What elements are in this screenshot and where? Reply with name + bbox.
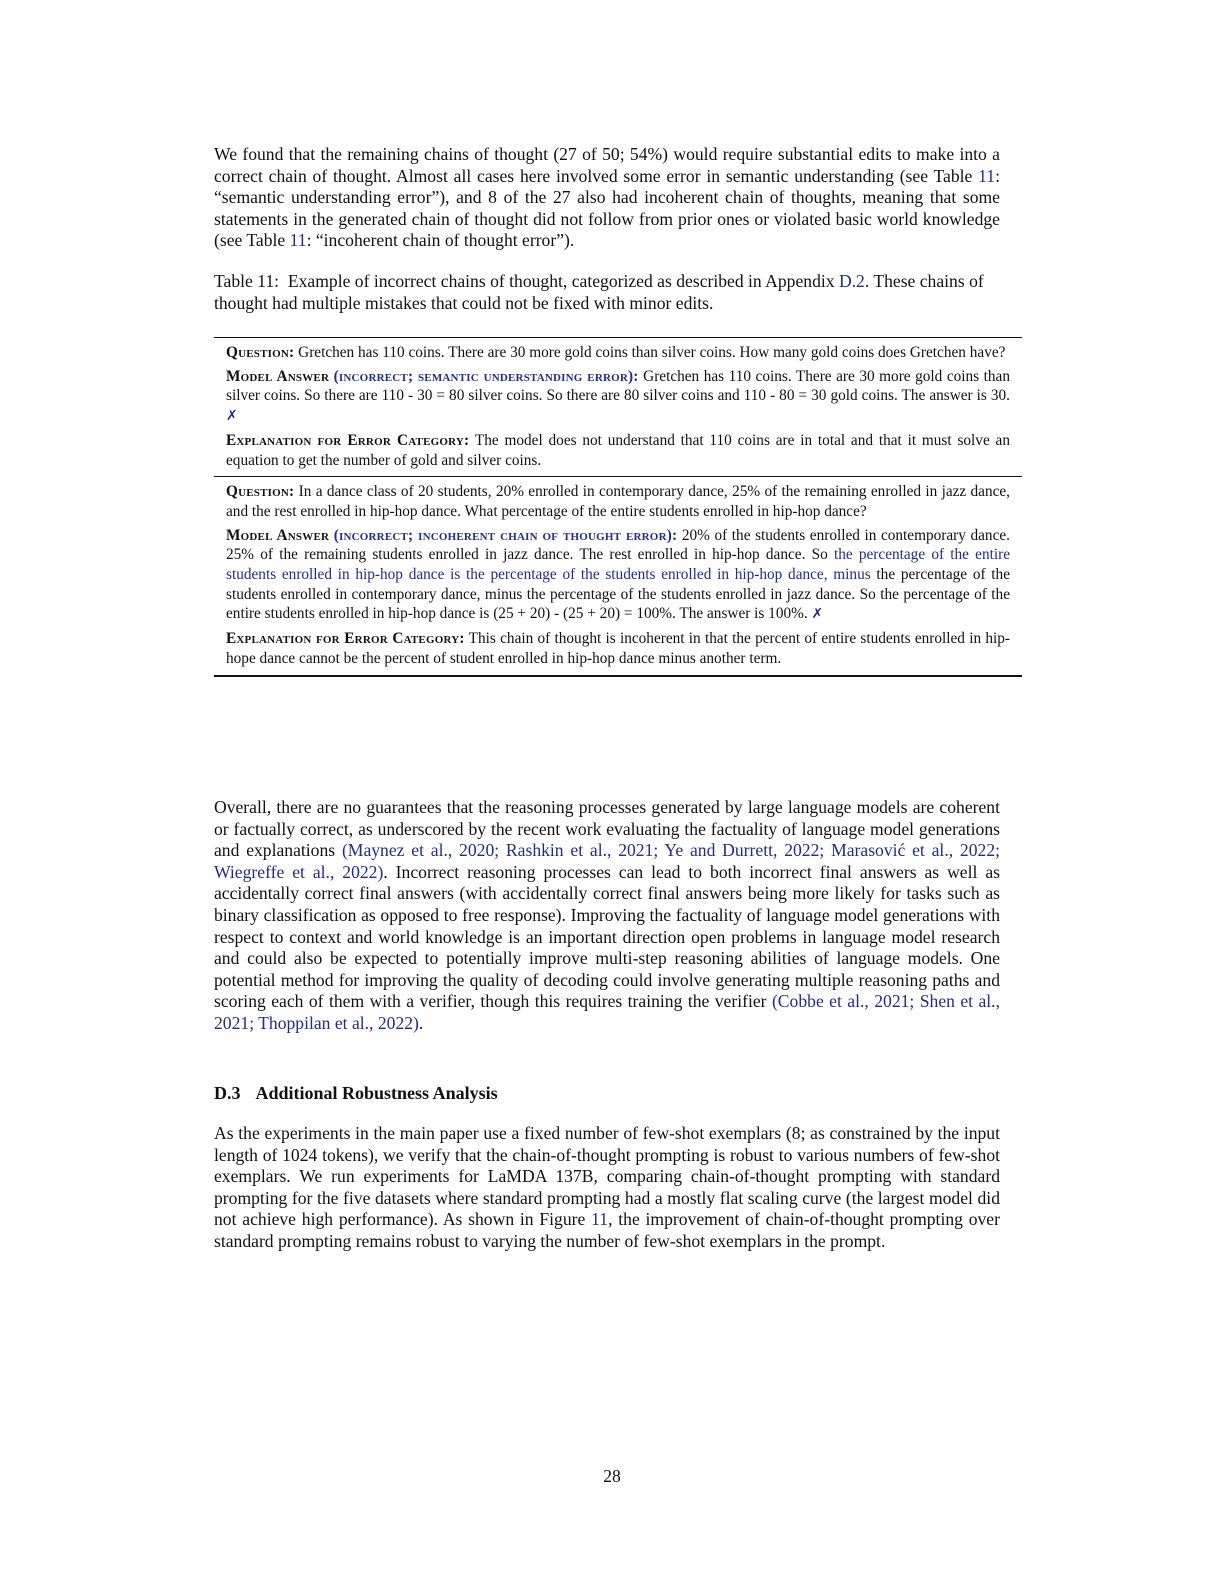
discussion-block [214, 797, 1000, 1035]
table-entry [214, 338, 1022, 476]
question-label: Question: [226, 344, 295, 361]
caption-label: Table 11: [214, 270, 280, 291]
robustness-paragraph [214, 1123, 1000, 1253]
appendix-ref-link[interactable]: D.2 [838, 270, 865, 291]
question-text: In a dance class of 20 students, 20% enrolled in contemporary dance, 25% of the remaining enrolled in jazz dance, and the rest enrolled in hip-hop dance. What percentage of the entire students enrolled in hip-hop dance? [226, 483, 1011, 520]
explanation-text: This chain of thought is incoherent in that the percent of entire students enrolled in hip-hope dance cannot be the percent of student enrolled in hip-hop dance minus another term. [226, 630, 1010, 667]
question-row [226, 482, 1010, 521]
explanation-label: Explanation for Error Category: [226, 630, 465, 648]
page-number: 28 [603, 1466, 621, 1486]
table-caption [214, 271, 1000, 314]
citation-links[interactable]: (Maynez et al., 2020; Rashkin et al., 2021; Ye and Durrett, 2022; Marasović et al., 2022; Wiegreffe et al., 2022) [214, 840, 1000, 882]
discussion-text-1: Overall, there are no guarantees that the reasoning processes generated by large language models are coherent or factually correct, as underscored by the recent work evaluating the factuality of language model generations and explanations [214, 797, 1000, 861]
cross-icon: ✗ [811, 606, 824, 623]
answer-text: 20% of the students enrolled in contemporary dance. 25% of the remaining students enrolled in jazz dance. The rest enrolled in hip-hop dance. So [226, 526, 1010, 564]
explanation-label: Explanation for Error Category: [226, 431, 470, 449]
cross-icon: ✗ [226, 408, 238, 425]
question-text: Gretchen has 110 coins. There are 30 more gold coins than silver coins. How many gold coins does Gretchen have? [298, 344, 1006, 361]
discussion-text-2: . Incorrect reasoning processes can lead to both incorrect final answers as well as accidentally correct final answers (with accidentally correct final answers being more likely for tasks such as binary classification as opposed to free response). Improving the factuality of language model generations with respect to context and world knowledge is an important direction open problems in language model research and could also be expected to potentially improve multi-step reasoning abilities of language models. One potential method for improving the quality of decoding could involve generating multiple reasoning paths and scoring each of them with a verifier, though this requires training the verifier [214, 861, 1000, 1012]
section-number: D.3 [214, 1083, 241, 1103]
caption-text-2: . These chains of thought had multiple mistakes that could not be fixed with minor edits. [214, 270, 984, 313]
table-ref-link[interactable]: 11 [289, 230, 307, 251]
intro-block [214, 144, 1000, 314]
error-category-tag: (incorrect; incoherent chain of thought error): [333, 526, 678, 544]
robustness-text-1: As the experiments in the main paper use a fixed number of few-shot exemplars (8; as constrained by the input length of 1024 tokens), we verify that the chain-of-thought prompting is robust to various numbers of few-shot exemplars. We run experiments for LaMDA 137B, comparing chain-of-thought prompting with standard prompting for the five datasets where standard prompting had a mostly flat scaling curve (the largest model did not achieve high performance). As shown in Figure [214, 1123, 1000, 1230]
highlighted-error-text: the percentage of the entire students enrolled in hip-hop dance is the percentage of the students enrolled in hip-hop dance, minus [226, 546, 1010, 584]
intro-text-3: : “incoherent chain of thought error”). [306, 230, 575, 251]
robustness-block [214, 1123, 1000, 1253]
error-category-tag: (incorrect; semantic understanding error): [333, 367, 639, 385]
answer-text: the percentage of the students enrolled in contemporary dance, minus the percentage of the students enrolled in jazz dance. So the percentage of the entire students enrolled in hip-hop dance is (25 + 20) - (25 + 20) = 100%. The answer is 100%. [226, 566, 1010, 623]
answer-label: Model Answer [226, 526, 330, 544]
discussion-paragraph [214, 797, 1000, 1035]
answer-label: Model Answer [226, 367, 330, 385]
question-row [226, 343, 1010, 363]
intro-text-1: We found that the remaining chains of thought (27 of 50; 54%) would require substantial edits to make into a correct chain of thought. Almost all cases here involved some error in semantic understanding (see Table [214, 144, 1000, 186]
robustness-text-2: , the improvement of chain-of-thought prompting over standard prompting remains robust to varying the number of few-shot exemplars in the prompt. [214, 1209, 1000, 1251]
explanation-row [226, 431, 1010, 470]
explanation-text: The model does not understand that 110 coins are in total and that it must solve an equation to get the number of gold and silver coins. [226, 431, 1010, 469]
answer-row [226, 367, 1010, 427]
section-heading [214, 1083, 498, 1104]
answer-row [226, 526, 1010, 626]
table-entry [214, 476, 1022, 674]
explanation-row [226, 629, 1010, 668]
question-label: Question: [226, 483, 295, 501]
citation-links[interactable]: (Cobbe et al., 2021; Shen et al., 2021; Thoppilan et al., 2022) [214, 991, 1000, 1033]
intro-paragraph [214, 144, 1000, 252]
discussion-text-3: . [418, 1012, 424, 1033]
error-examples-table [214, 337, 1022, 677]
answer-text: Gretchen has 110 coins. There are 30 more gold coins than silver coins. So there are 110 - 30 = 80 silver coins. So there are 80 silver coins and 110 - 80 = 30 gold coins. The answer is 30. [226, 367, 1010, 405]
caption-text-1: Example of incorrect chains of thought, categorized as described in Appendix [287, 270, 839, 291]
intro-text-2: : “semantic understanding error”), and 8 of the 27 also had incoherent chain of thoughts, meaning that some statements in the generated chain of thought did not follow from prior ones or violated basic world knowledge (see Table [214, 165, 1000, 251]
section-title: Additional Robustness Analysis [255, 1083, 498, 1103]
figure-ref-link[interactable]: 11 [591, 1209, 609, 1230]
table-ref-link[interactable]: 11 [978, 165, 996, 186]
